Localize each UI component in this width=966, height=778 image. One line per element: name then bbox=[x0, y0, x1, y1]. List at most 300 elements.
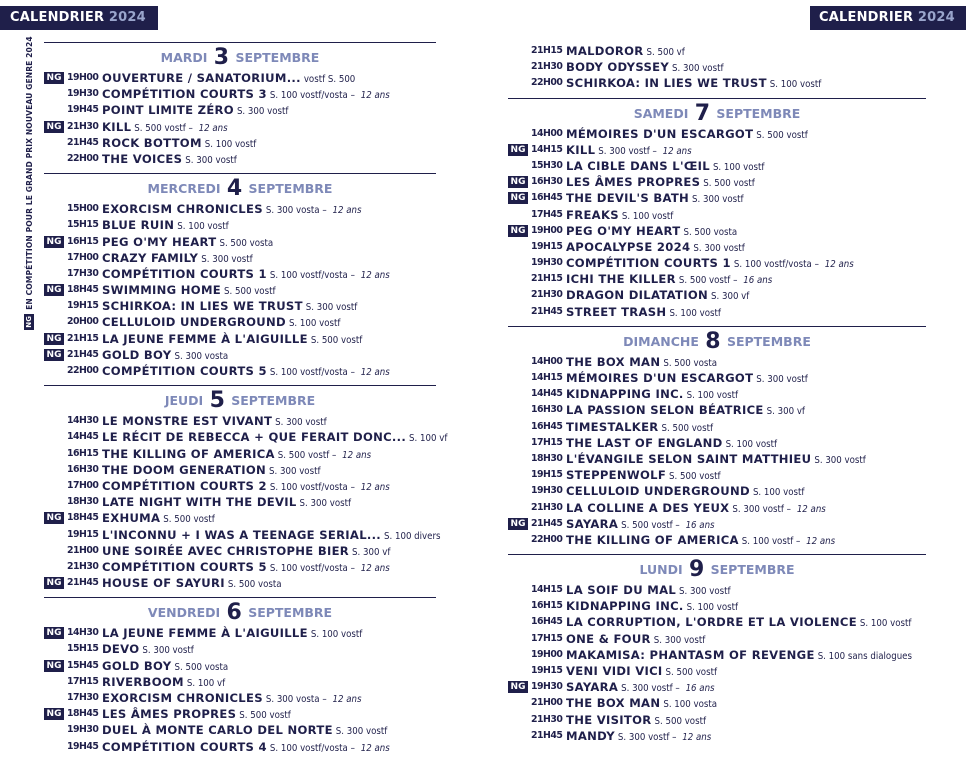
age-rating: 12 ans bbox=[360, 269, 390, 281]
schedule-row bbox=[44, 413, 436, 429]
schedule-row bbox=[508, 75, 926, 91]
schedule-row bbox=[44, 234, 436, 250]
schedule-row bbox=[508, 386, 926, 402]
schedule-column-left bbox=[44, 42, 448, 761]
schedule-row bbox=[508, 207, 926, 223]
film-title: GOLD BOY bbox=[102, 347, 172, 362]
screening-time: 21H30 bbox=[67, 120, 99, 132]
film-title: CELLULOID UNDERGROUND bbox=[102, 315, 286, 330]
ng-badge: NG bbox=[44, 512, 64, 524]
film-entry bbox=[566, 728, 711, 746]
screening-time: 21H30 bbox=[531, 713, 563, 725]
film-title: KIDNAPPING INC. bbox=[566, 599, 684, 614]
film-title: HOUSE OF SAYURI bbox=[102, 576, 225, 591]
screening-info: S. 300 vf bbox=[352, 546, 391, 558]
screening-time: 21H30 bbox=[531, 61, 563, 73]
ng-badge: NG bbox=[44, 627, 64, 639]
screening-info: S. 100 vostf bbox=[686, 390, 739, 402]
ng-badge: NG bbox=[508, 144, 528, 156]
schedule-row bbox=[508, 467, 926, 483]
film-title: SCHIRKOA: IN LIES WE TRUST bbox=[566, 76, 767, 91]
screening-time: 15H00 bbox=[67, 203, 99, 215]
age-rating: 12 ans bbox=[796, 503, 826, 515]
screening-info: S. 100 vostf/vosta – bbox=[269, 90, 355, 102]
screening-info: S. 500 vostf – bbox=[134, 122, 193, 134]
schedule-row bbox=[508, 43, 926, 59]
screening-time: 14H45 bbox=[67, 431, 99, 443]
day-header bbox=[44, 597, 436, 625]
screening-info: S. 500 vosta bbox=[663, 357, 718, 369]
screening-info: S. 500 vf bbox=[646, 47, 685, 58]
film-title: STREET TRASH bbox=[566, 304, 667, 319]
screening-info: S. 500 vostf bbox=[163, 514, 215, 526]
film-title: THE KILLING OF AMERICA bbox=[566, 532, 739, 547]
screening-info: S. 100 vosta bbox=[663, 699, 718, 711]
screening-info: S. 500 vostf bbox=[665, 667, 717, 678]
schedule-row bbox=[508, 223, 926, 239]
film-title: EXORCISM CHRONICLES bbox=[102, 691, 263, 705]
film-entry bbox=[102, 739, 390, 757]
schedule-row bbox=[44, 201, 436, 217]
film-title: SCHIRKOA: IN LIES WE TRUST bbox=[102, 299, 303, 314]
film-title: LA COLLINE A DES YEUX bbox=[566, 500, 730, 515]
screening-info: S. 100 vostf bbox=[288, 318, 341, 330]
schedule-row bbox=[44, 135, 436, 151]
film-entry bbox=[566, 304, 721, 322]
schedule-row bbox=[44, 739, 436, 755]
film-title: VENI VIDI VICI bbox=[566, 664, 663, 678]
screening-time: 22H00 bbox=[531, 77, 563, 89]
screening-time: 21H45 bbox=[67, 136, 99, 148]
screening-info: S. 300 vostf bbox=[142, 645, 194, 657]
film-title: MAKAMISA: PHANTASM OF REVENGE bbox=[566, 647, 815, 662]
schedule-row bbox=[508, 614, 926, 630]
screening-time: 21H45 bbox=[531, 729, 563, 741]
screening-info: S. 100 vostf/vosta – bbox=[269, 742, 355, 754]
film-entry bbox=[566, 532, 835, 550]
screening-time: 19H30 bbox=[531, 681, 563, 693]
schedule-row bbox=[508, 728, 926, 744]
film-title: THE BOX MAN bbox=[566, 696, 661, 711]
schedule-row bbox=[44, 478, 436, 494]
screening-info: S. 100 vostf – bbox=[741, 535, 801, 547]
screening-info: S. 500 vosta bbox=[683, 226, 738, 238]
screening-info: S. 300 vostf bbox=[679, 586, 731, 598]
screening-info: S. 100 sans dialogues bbox=[817, 650, 912, 662]
film-title: COMPÉTITION COURTS 1 bbox=[566, 256, 731, 271]
ng-badge: NG bbox=[44, 708, 64, 720]
schedule-row bbox=[44, 250, 436, 266]
film-entry bbox=[566, 75, 821, 93]
day-header bbox=[508, 554, 926, 582]
ng-legend-text: EN COMPÉTITION POUR LE GRAND PRIX NOUVEAU GENRE 2024 bbox=[24, 36, 34, 310]
film-title: LA PASSION SELON BÉATRICE bbox=[566, 403, 764, 418]
day-number: 5 bbox=[209, 388, 225, 414]
schedule-row bbox=[44, 494, 436, 510]
age-rating: 12 ans bbox=[360, 481, 390, 493]
film-title: LA JEUNE FEMME À L'AIGUILLE bbox=[102, 331, 308, 346]
screening-info: S. 500 vostf bbox=[310, 334, 363, 346]
film-title: L'ÉVANGILE SELON SAINT MATTHIEU bbox=[566, 451, 812, 466]
screening-info: S. 300 vostf – bbox=[732, 503, 791, 515]
month-name: SEPTEMBRE bbox=[231, 393, 316, 409]
screening-time: 15H15 bbox=[67, 219, 99, 231]
ng-badge: NG bbox=[44, 660, 64, 672]
schedule-row bbox=[508, 255, 926, 271]
screening-info: S. 100 vostf bbox=[712, 161, 765, 173]
screening-time: 21H30 bbox=[67, 560, 99, 572]
day-number: 6 bbox=[226, 600, 242, 626]
screening-time: 19H15 bbox=[531, 469, 563, 481]
screening-info: S. 500 vosta bbox=[174, 661, 229, 673]
screening-time: 22H00 bbox=[531, 533, 563, 545]
film-title: LE RÉCIT DE REBECCA + QUE FERAIT DONC... bbox=[102, 430, 407, 445]
screening-info: S. 100 vostf/vosta – bbox=[269, 367, 355, 378]
screening-time: 21H00 bbox=[531, 697, 563, 709]
ng-badge: NG bbox=[44, 284, 64, 296]
film-title: COMPÉTITION COURTS 1 bbox=[102, 266, 267, 281]
schedule-row bbox=[508, 631, 926, 647]
screening-info: S. 500 vostf – bbox=[621, 519, 680, 531]
age-rating: 12 ans bbox=[360, 742, 390, 754]
screening-info: S. 100 vostf bbox=[769, 79, 822, 91]
schedule-row bbox=[44, 462, 436, 478]
film-title: THE LAST OF ENGLAND bbox=[566, 435, 723, 450]
film-title: ONE & FOUR bbox=[566, 631, 651, 646]
film-title: MÉMOIRES D'UN ESCARGOT bbox=[566, 371, 754, 385]
screening-info: S. 100 vostf/vosta – bbox=[733, 259, 819, 271]
schedule-row bbox=[508, 126, 926, 142]
film-title: THE VOICES bbox=[102, 151, 183, 166]
screening-info: S. 500 vostf – bbox=[678, 275, 738, 287]
ng-badge: NG bbox=[508, 225, 528, 237]
schedule-row bbox=[44, 690, 436, 706]
schedule-row bbox=[44, 298, 436, 314]
film-entry bbox=[102, 575, 282, 593]
film-title: COMPÉTITION COURTS 4 bbox=[102, 739, 267, 754]
month-name: SEPTEMBRE bbox=[235, 50, 320, 65]
film-title: CRAZY FAMILY bbox=[102, 250, 199, 265]
film-title: COMPÉTITION COURTS 5 bbox=[102, 364, 267, 378]
age-rating: 12 ans bbox=[824, 259, 854, 271]
screening-time: 14H15 bbox=[531, 584, 563, 596]
ng-badge: NG bbox=[44, 577, 64, 589]
screening-info: S. 300 vostf bbox=[269, 465, 321, 477]
film-title: L'INCONNU + I WAS A TEENAGE SERIAL... bbox=[102, 527, 381, 542]
screening-info: S. 100 vostf/vosta – bbox=[269, 562, 355, 574]
screening-time: 16H45 bbox=[531, 420, 563, 432]
film-title: MÉMOIRES D'UN ESCARGOT bbox=[566, 126, 754, 141]
ng-badge: NG bbox=[508, 192, 528, 204]
schedule-row bbox=[44, 543, 436, 559]
film-title: PEG O'MY HEART bbox=[566, 223, 681, 238]
screening-time: 20H00 bbox=[67, 316, 99, 328]
schedule-row bbox=[44, 575, 436, 591]
screening-time: 22H00 bbox=[67, 365, 99, 376]
film-title: LES ÂMES PROPRES bbox=[102, 707, 237, 722]
screening-time: 14H15 bbox=[531, 372, 563, 383]
film-title: THE VISITOR bbox=[566, 712, 652, 727]
screening-info: vostf S. 500 bbox=[303, 74, 356, 85]
schedule-row bbox=[508, 287, 926, 303]
schedule-row bbox=[508, 663, 926, 679]
schedule-row bbox=[508, 598, 926, 614]
schedule-row bbox=[44, 446, 436, 462]
film-title: LA CORRUPTION, L'ORDRE ET LA VIOLENCE bbox=[566, 615, 857, 630]
schedule-row bbox=[44, 625, 436, 641]
screening-info: S. 300 vostf bbox=[236, 106, 289, 118]
screening-time: 16H15 bbox=[67, 235, 99, 247]
screening-time: 14H00 bbox=[531, 127, 563, 139]
age-rating: 12 ans bbox=[332, 694, 362, 705]
screening-info: S. 300 vostf bbox=[693, 242, 745, 254]
screening-time: 21H45 bbox=[531, 305, 563, 317]
schedule-row bbox=[508, 354, 926, 370]
film-title: LA JEUNE FEMME À L'AIGUILLE bbox=[102, 626, 308, 641]
film-title: MALDOROR bbox=[566, 44, 644, 58]
day-name: LUNDI bbox=[639, 562, 683, 578]
screening-time: 19H30 bbox=[531, 257, 563, 269]
screening-info: S. 300 vostf – bbox=[598, 145, 657, 157]
schedule-row bbox=[508, 304, 926, 320]
film-title: UNE SOIRÉE AVEC CHRISTOPHE BIER bbox=[102, 543, 350, 558]
film-title: DUEL À MONTE CARLO DEL NORTE bbox=[102, 723, 333, 738]
screening-time: 19H30 bbox=[67, 724, 99, 736]
screening-time: 16H15 bbox=[531, 600, 563, 612]
schedule-row bbox=[508, 582, 926, 598]
screening-time: 21H45 bbox=[67, 577, 99, 589]
screening-time: 16H15 bbox=[67, 447, 99, 459]
schedule-row bbox=[44, 282, 436, 298]
screening-info: S. 100 divers bbox=[384, 530, 441, 542]
schedule-row bbox=[44, 102, 436, 118]
screening-info: S. 300 vostf bbox=[305, 302, 358, 314]
screening-time: 21H45 bbox=[531, 517, 563, 529]
screening-info: S. 100 vostf bbox=[204, 138, 257, 150]
screening-time: 21H15 bbox=[531, 273, 563, 285]
film-title: ROCK BOTTOM bbox=[102, 135, 202, 150]
film-title: EXORCISM CHRONICLES bbox=[102, 202, 263, 217]
schedule-row bbox=[44, 510, 436, 526]
day-number: 3 bbox=[213, 45, 230, 70]
schedule-row bbox=[508, 239, 926, 255]
film-title: TIMESTALKER bbox=[566, 419, 659, 434]
screening-time: 21H15 bbox=[67, 332, 99, 344]
film-title: FREAKS bbox=[566, 207, 619, 222]
schedule-row bbox=[508, 435, 926, 451]
screening-time: 14H45 bbox=[531, 388, 563, 400]
schedule-row bbox=[44, 70, 436, 86]
film-title: COMPÉTITION COURTS 2 bbox=[102, 478, 267, 493]
screening-time: 19H00 bbox=[531, 648, 563, 660]
film-title: RIVERBOOM bbox=[102, 674, 184, 689]
schedule-row bbox=[44, 266, 436, 282]
day-title bbox=[44, 45, 436, 70]
schedule-column-right bbox=[508, 43, 926, 750]
screening-time: 21H15 bbox=[531, 45, 563, 56]
screening-time: 16H30 bbox=[531, 404, 563, 416]
age-rating: 16 ans bbox=[685, 683, 715, 695]
age-rating: 12 ans bbox=[332, 205, 362, 217]
screening-info: S. 100 vf bbox=[409, 433, 448, 445]
screening-info: S. 300 vf bbox=[711, 291, 750, 303]
film-title: PEG O'MY HEART bbox=[102, 234, 217, 249]
screening-time: 19H45 bbox=[67, 740, 99, 752]
schedule-row bbox=[508, 679, 926, 695]
screening-time: 19H45 bbox=[67, 104, 99, 116]
schedule-row bbox=[44, 641, 436, 657]
age-rating: 12 ans bbox=[342, 449, 372, 461]
film-title: LE MONSTRE EST VIVANT bbox=[102, 414, 273, 429]
screening-info: S. 100 vostf bbox=[859, 618, 912, 630]
day-name: DIMANCHE bbox=[623, 333, 699, 349]
screening-info: S. 500 vosta bbox=[227, 579, 282, 591]
day-number: 8 bbox=[705, 328, 721, 354]
day-name: JEUDI bbox=[164, 393, 204, 409]
day-header bbox=[44, 173, 436, 201]
screening-info: S. 100 vf bbox=[186, 677, 226, 689]
ng-badge: NG bbox=[44, 236, 64, 248]
screening-time: 21H30 bbox=[531, 289, 563, 301]
screening-info: S. 100 vostf bbox=[177, 221, 229, 233]
screening-time: 18H45 bbox=[67, 284, 99, 296]
schedule-row bbox=[508, 647, 926, 663]
age-rating: 16 ans bbox=[685, 519, 715, 531]
film-title: BLUE RUIN bbox=[102, 218, 175, 233]
screening-info: S. 300 vostf bbox=[299, 498, 352, 510]
film-title: COMPÉTITION COURTS 5 bbox=[102, 559, 267, 574]
month-name: SEPTEMBRE bbox=[710, 562, 795, 578]
screening-time: 16H30 bbox=[67, 463, 99, 475]
screening-info: S. 300 vostf bbox=[185, 154, 237, 166]
schedule-row bbox=[508, 419, 926, 435]
film-title: THE DEVIL'S BATH bbox=[566, 191, 690, 206]
schedule-row bbox=[508, 451, 926, 467]
ng-badge: NG bbox=[508, 681, 528, 693]
screening-info: S. 300 vostf bbox=[692, 194, 744, 206]
schedule-row bbox=[508, 59, 926, 75]
screening-time: 19H15 bbox=[67, 528, 99, 540]
film-title: LES ÂMES PROPRES bbox=[566, 175, 701, 190]
film-title: DRAGON DILATATION bbox=[566, 288, 708, 303]
screening-info: S. 300 vf bbox=[766, 406, 805, 418]
day-title bbox=[508, 100, 926, 126]
screening-time: 19H00 bbox=[531, 224, 563, 236]
screening-time: 17H45 bbox=[531, 208, 563, 220]
screening-time: 18H30 bbox=[531, 452, 563, 464]
screening-info: S. 300 vostf bbox=[814, 454, 866, 466]
screening-info: S. 100 vostf bbox=[752, 487, 805, 499]
screening-time: 18H45 bbox=[67, 708, 99, 720]
schedule-row bbox=[44, 706, 436, 722]
header-label: CALENDRIER bbox=[819, 10, 914, 25]
film-title: BODY ODYSSEY bbox=[566, 60, 670, 75]
month-name: SEPTEMBRE bbox=[248, 181, 333, 197]
ng-badge: NG bbox=[44, 121, 64, 133]
screening-time: 18H30 bbox=[67, 496, 99, 508]
schedule-row bbox=[508, 271, 926, 287]
age-rating: 12 ans bbox=[682, 731, 712, 743]
screening-time: 19H00 bbox=[67, 72, 99, 83]
schedule-row bbox=[508, 532, 926, 548]
screening-time: 19H15 bbox=[531, 240, 563, 252]
screening-info: S. 300 vostf bbox=[275, 417, 327, 429]
day-number: 9 bbox=[688, 557, 705, 583]
schedule-row bbox=[44, 429, 448, 445]
screening-time: 18H45 bbox=[67, 512, 99, 524]
schedule-row bbox=[508, 370, 926, 386]
film-title: THE BOX MAN bbox=[566, 354, 661, 369]
film-title: LATE NIGHT WITH THE DEVIL bbox=[102, 495, 297, 510]
schedule-row bbox=[44, 331, 436, 347]
screening-info: S. 100 vostf bbox=[621, 210, 674, 222]
screening-info: S. 500 vostf bbox=[224, 286, 276, 298]
screening-time: 17H15 bbox=[531, 436, 563, 448]
screening-info: S. 300 vostf bbox=[756, 374, 808, 385]
screening-info: S. 500 vostf bbox=[661, 422, 714, 434]
screening-info: S. 500 vostf – bbox=[277, 449, 337, 461]
screening-info: S. 500 vostf bbox=[239, 710, 291, 722]
day-header bbox=[44, 385, 436, 413]
film-title: ICHI THE KILLER bbox=[566, 272, 676, 287]
ng-legend-vertical bbox=[24, 36, 34, 328]
film-title: GOLD BOY bbox=[102, 658, 172, 673]
screening-info: S. 100 vostf/vosta – bbox=[269, 269, 355, 281]
schedule-row bbox=[508, 695, 926, 711]
day-header bbox=[44, 42, 436, 70]
screening-time: 16H30 bbox=[531, 176, 563, 188]
film-title: OUVERTURE / SANATORIUM... bbox=[102, 71, 301, 85]
screening-time: 17H15 bbox=[67, 675, 99, 687]
age-rating: 12 ans bbox=[806, 535, 836, 547]
screening-info: S. 100 vostf bbox=[310, 629, 363, 641]
screening-time: 15H45 bbox=[67, 659, 99, 671]
age-rating: 12 ans bbox=[198, 122, 228, 134]
screening-time: 19H30 bbox=[67, 88, 99, 100]
schedule-row bbox=[44, 119, 436, 135]
schedule-row bbox=[508, 712, 926, 728]
schedule-row bbox=[44, 559, 436, 575]
age-rating: 12 ans bbox=[360, 367, 390, 378]
screening-time: 19H30 bbox=[531, 485, 563, 497]
page-header-right bbox=[810, 6, 966, 30]
film-title: STEPPENWOLF bbox=[566, 468, 667, 483]
screening-time: 14H00 bbox=[531, 355, 563, 367]
film-title: CELLULOID UNDERGROUND bbox=[566, 484, 750, 499]
screening-info: S. 500 vostf bbox=[703, 178, 755, 190]
film-title: COMPÉTITION COURTS 3 bbox=[102, 87, 267, 102]
header-year: 2024 bbox=[108, 10, 146, 25]
schedule-row bbox=[44, 217, 436, 233]
screening-time: 19H15 bbox=[67, 300, 99, 312]
screening-info: S. 500 vostf bbox=[654, 715, 706, 727]
ng-badge: NG bbox=[44, 333, 64, 345]
screening-time: 14H15 bbox=[531, 143, 563, 155]
schedule-row bbox=[44, 347, 436, 363]
month-name: SEPTEMBRE bbox=[248, 605, 333, 621]
schedule-row bbox=[44, 86, 436, 102]
screening-time: 17H00 bbox=[67, 251, 99, 263]
ng-badge: NG bbox=[25, 315, 33, 328]
screening-info: S. 100 vostf bbox=[686, 602, 739, 614]
screening-info: S. 300 vostf – bbox=[617, 731, 677, 743]
age-rating: 12 ans bbox=[662, 145, 692, 157]
film-title: DEVO bbox=[102, 642, 140, 657]
schedule-row bbox=[44, 363, 436, 379]
schedule-row bbox=[44, 674, 436, 690]
screening-info: S. 300 vosta – bbox=[265, 694, 327, 705]
film-entry bbox=[102, 151, 237, 169]
